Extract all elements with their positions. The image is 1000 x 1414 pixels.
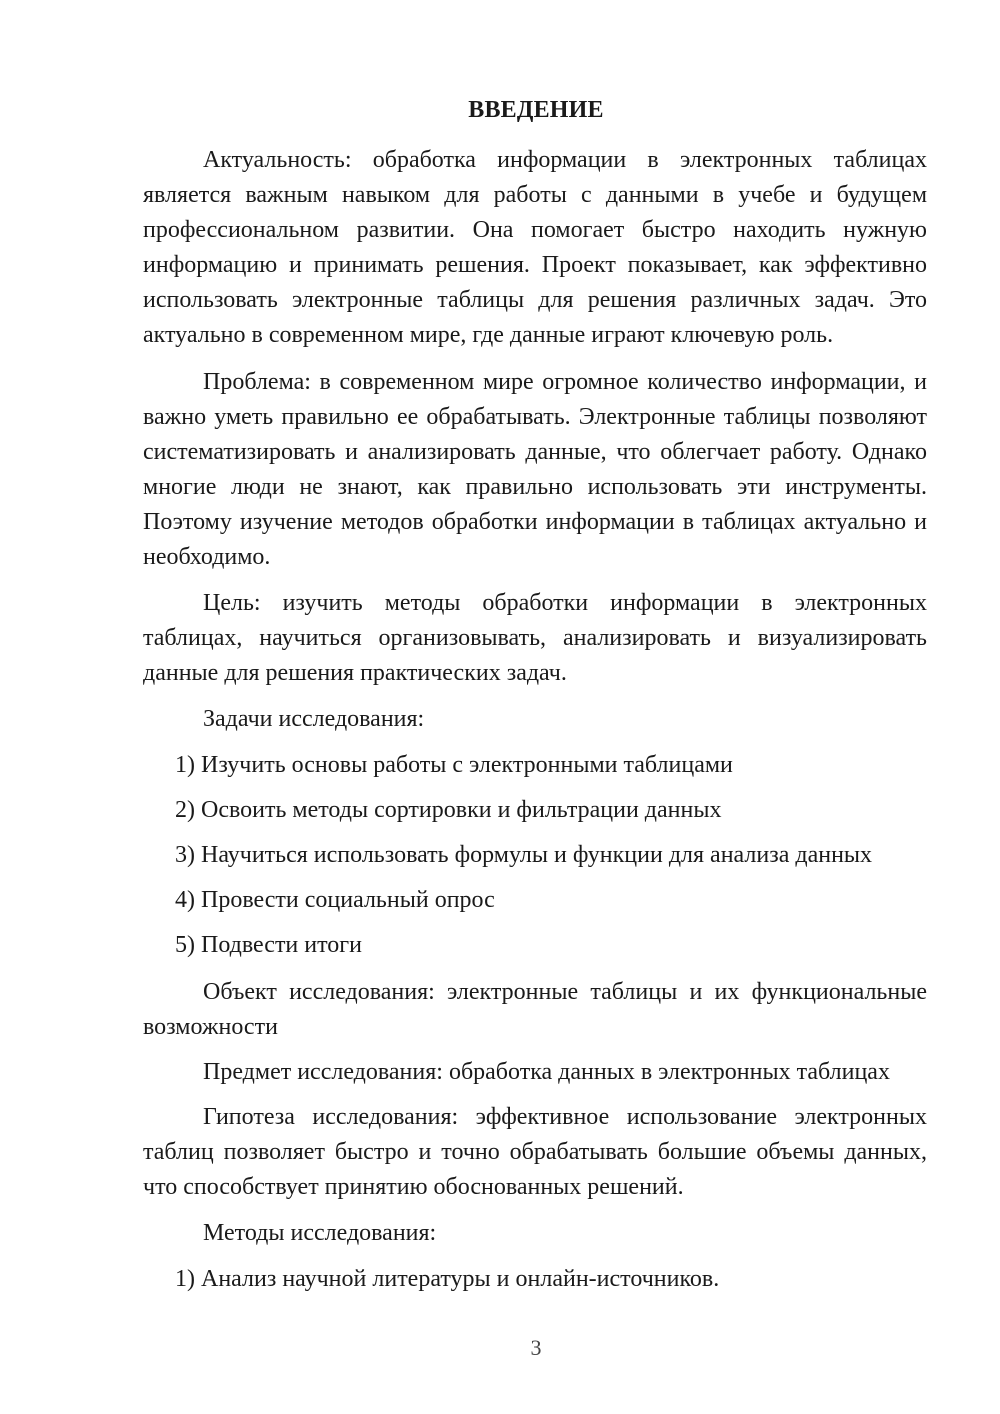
task-item: 5) Подвести итоги bbox=[175, 932, 362, 958]
object-paragraph: Объект исследования: электронные таблицы и их функциональные возможности bbox=[143, 979, 927, 1040]
task-item: 4) Провести социальный опрос bbox=[175, 887, 495, 913]
subject-paragraph: Предмет исследования: обработка данных в электронных таблицах bbox=[203, 1059, 890, 1085]
task-item: 2) Освоить методы сортировки и фильтрации данных bbox=[175, 797, 722, 823]
problem-paragraph: Проблема: в современном мире огромное количество информации, и важно уметь правильно ее обрабатывать. Электронные таблицы позволяют систематизировать и анализировать данные, что облегчает работу. Однако многие люди не знают, как правильно использовать эти инструменты. Поэтому изучение методов обработки информации в таблицах актуально и необходимо. bbox=[143, 369, 927, 570]
relevance-paragraph: Актуальность: обработка информации в электронных таблицах является важным навыком для работы с данными в учебе и будущем профессиональном развитии. Она помогает быстро находить нужную информацию и принимать решения. Проект показывает, как эффективно использовать электронные таблицы для решения различных задач. Это актуально в современном мире, где данные играют ключевую роль. bbox=[143, 147, 927, 348]
task-item: 3) Научиться использовать формулы и функции для анализа данных bbox=[175, 842, 873, 868]
page-title: ВВЕДЕНИЕ bbox=[468, 97, 604, 123]
task-item: 1) Изучить основы работы с электронными таблицами bbox=[175, 752, 733, 778]
method-item: 1) Анализ научной литературы и онлайн-источников. bbox=[175, 1266, 720, 1292]
tasks-heading: Задачи исследования: bbox=[203, 706, 425, 732]
page-number: 3 bbox=[530, 1335, 542, 1360]
methods-heading: Методы исследования: bbox=[203, 1220, 437, 1246]
goal-paragraph: Цель: изучить методы обработки информации в электронных таблицах, научиться организовывать, анализировать и визуализировать данные для решения практических задач. bbox=[143, 590, 927, 686]
hypothesis-paragraph: Гипотеза исследования: эффективное использование электронных таблиц позволяет быстро и точно обрабатывать большие объемы данных, что способствует принятию обоснованных решений. bbox=[143, 1104, 927, 1200]
